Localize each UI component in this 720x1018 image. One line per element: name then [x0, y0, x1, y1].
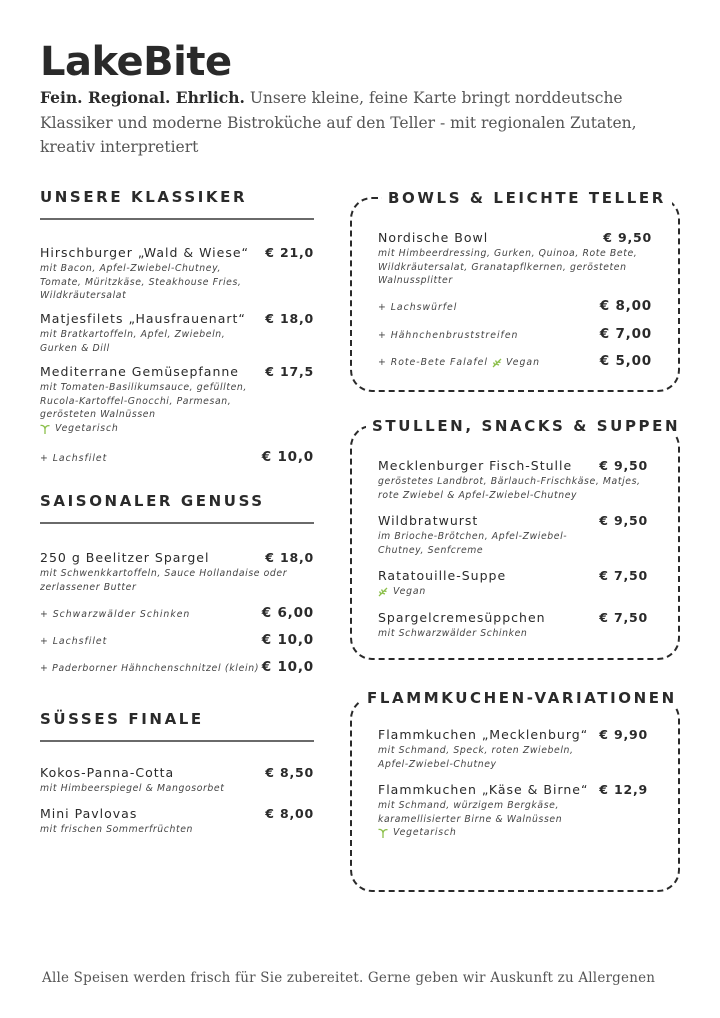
- item-description: mit Schmand, Speck, roten Zwiebeln, Apfel-Zwiebel-Chutney: [378, 745, 574, 770]
- menu-item: [40, 806, 314, 837]
- diet-tag: [378, 585, 648, 599]
- item-name: Mecklenburger Fisch-Stulle: [378, 458, 573, 473]
- item-description: geröstetes Landbrot, Bärlauch-Frischkäse, Matjes, rote Zwiebel & Apfel-Zwiebel-Chutney: [378, 476, 641, 501]
- menu-item: [378, 568, 648, 599]
- item-description: mit Tomaten-Basilikumsauce, gefüllten, Rucola-Kartoffel-Gnocchi, Parmesan, gerösteten Walnüssen: [40, 382, 247, 420]
- item-price: € 9,90: [599, 727, 648, 742]
- item-description: im Brioche-Brötchen, Apfel-Zwiebel-Chutney, Senfcreme: [378, 531, 568, 556]
- section-header-klassiker: [40, 188, 314, 220]
- menu-item: [378, 727, 648, 771]
- herb-icon: [378, 587, 388, 597]
- tagline-text: Unsere kleine, feine Karte bringt norddeutsche Klassiker und moderne Bistroküche auf den Teller - mit regionalen Zutaten, kreativ interpretiert: [40, 89, 637, 156]
- item-description: mit Bratkartoffeln, Apfel, Zwiebeln, Gurken & Dill: [40, 329, 226, 354]
- addon-item: [378, 298, 652, 314]
- item-price: € 8,50: [265, 765, 314, 780]
- addon-price: € 10,0: [261, 632, 314, 648]
- menu-item: [378, 610, 648, 641]
- addon-item: [40, 632, 314, 648]
- diet-label: Vegan: [505, 357, 540, 368]
- item-description: mit Schmand, würzigem Bergkäse, karamellisierter Birne & Walnüssen: [378, 800, 563, 825]
- item-name: Mini Pavlovas: [40, 806, 138, 821]
- intro-text: [40, 86, 640, 160]
- item-price: € 17,5: [265, 364, 314, 379]
- addon-price: € 7,00: [599, 326, 652, 342]
- menu-item: [40, 550, 314, 594]
- item-price: € 8,00: [265, 806, 314, 821]
- diet-tag: [40, 422, 314, 436]
- section-header-stullen: [366, 416, 686, 435]
- item-description: mit Himbeerspiegel & Mangosorbet: [40, 783, 225, 794]
- menu-item: [40, 245, 314, 303]
- item-price: € 18,0: [265, 550, 314, 565]
- item-name: 250 g Beelitzer Spargel: [40, 550, 210, 565]
- diet-label: Vegetarisch: [55, 422, 119, 434]
- item-price: € 18,0: [265, 311, 314, 326]
- section-title: UNSERE KLASSIKER: [40, 188, 248, 206]
- sprout-icon: [378, 828, 388, 838]
- section-title: FLAMMKUCHEN-VARIATIONEN: [367, 689, 677, 707]
- item-description: mit Schwarzwälder Schinken: [378, 628, 528, 639]
- sprout-icon: [40, 424, 50, 434]
- addon-item: [40, 449, 314, 465]
- diet-label: Vegetarisch: [393, 827, 457, 838]
- item-name: Nordische Bowl: [378, 230, 489, 245]
- diet-label: Vegan: [393, 586, 427, 597]
- addon-name: + Schwarzwälder Schinken: [40, 609, 191, 620]
- menu-item: [378, 230, 652, 288]
- brand-title: LakeBite: [40, 39, 232, 85]
- item-description: mit frischen Sommerfrüchten: [40, 824, 194, 835]
- section-title: BOWLS & LEICHTE TELLER: [388, 189, 666, 207]
- menu-item: [378, 782, 648, 840]
- item-name: Ratatouille-Suppe: [378, 568, 507, 583]
- addon-label: + Rote-Bete Falafel: [378, 357, 488, 368]
- item-price: € 9,50: [599, 513, 648, 528]
- addon-name: [378, 357, 540, 368]
- item-name: Wildbratwurst: [378, 513, 479, 528]
- section-header-finale: [40, 710, 314, 742]
- menu-item: [40, 765, 314, 796]
- addon-item: [40, 605, 314, 621]
- section-header-flammkuchen: [361, 688, 683, 707]
- addon-name: + Hähnchenbruststreifen: [378, 330, 519, 341]
- item-price: € 9,50: [603, 230, 652, 245]
- addon-item: [40, 659, 314, 675]
- menu-item: [40, 364, 314, 436]
- section-title: STULLEN, SNACKS & SUPPEN: [372, 417, 681, 435]
- menu-item: [40, 311, 314, 355]
- diet-tag: [378, 826, 648, 840]
- item-name: Hirschburger „Wald & Wiese“: [40, 245, 250, 260]
- tagline-bold: Fein. Regional. Ehrlich.: [40, 88, 245, 107]
- divider: [40, 522, 314, 524]
- footer-note: Alle Speisen werden frisch für Sie zubereitet. Gerne geben wir Auskunft zu Allergenen: [42, 970, 656, 986]
- addon-name: + Lachsfilet: [40, 453, 108, 464]
- item-name: Kokos-Panna-Cotta: [40, 765, 175, 780]
- item-price: € 12,9: [599, 782, 648, 797]
- item-name: Spargelcremesüppchen: [378, 610, 546, 625]
- item-description: mit Himbeerdressing, Gurken, Quinoa, Rote Bete, Wildkräutersalat, Granatapflkernen, gerösteten Walnussplitter: [378, 248, 638, 286]
- item-name: Flammkuchen „Mecklenburg“: [378, 727, 589, 742]
- menu-item: [378, 513, 648, 557]
- section-header-saison: [40, 492, 314, 524]
- addon-price: € 10,0: [261, 659, 314, 675]
- section-title: SAISONALER GENUSS: [40, 492, 265, 510]
- addon-item: [378, 326, 652, 342]
- addon-price: € 5,00: [599, 353, 652, 369]
- section-header-bowls: [382, 188, 672, 207]
- item-price: € 7,50: [599, 568, 648, 583]
- addon-name: + Paderborner Hähnchenschnitzel (klein): [40, 663, 260, 674]
- divider: [40, 218, 314, 220]
- addon-name: + Lachswürfel: [378, 302, 458, 313]
- addon-price: € 6,00: [261, 605, 314, 621]
- item-price: € 21,0: [265, 245, 314, 260]
- item-name: Flammkuchen „Käse & Birne“: [378, 782, 589, 797]
- addon-item: [378, 353, 652, 369]
- addon-name: + Lachsfilet: [40, 636, 108, 647]
- herb-icon: [492, 358, 502, 368]
- item-name: Mediterrane Gemüsepfanne: [40, 364, 239, 379]
- item-description: mit Bacon, Apfel-Zwiebel-Chutney, Tomate, Müritzkäse, Steakhouse Fries, Wildkräutersalat: [40, 263, 242, 301]
- item-price: € 7,50: [599, 610, 648, 625]
- addon-price: € 8,00: [599, 298, 652, 314]
- item-price: € 9,50: [599, 458, 648, 473]
- menu-item: [378, 458, 648, 502]
- section-title: SÜSSES FINALE: [40, 710, 204, 728]
- item-description: mit Schwenkkartoffeln, Sauce Hollandaise oder zerlassener Butter: [40, 568, 288, 593]
- addon-price: € 10,0: [261, 449, 314, 465]
- divider: [40, 740, 314, 742]
- item-name: Matjesfilets „Hausfrauenart“: [40, 311, 246, 326]
